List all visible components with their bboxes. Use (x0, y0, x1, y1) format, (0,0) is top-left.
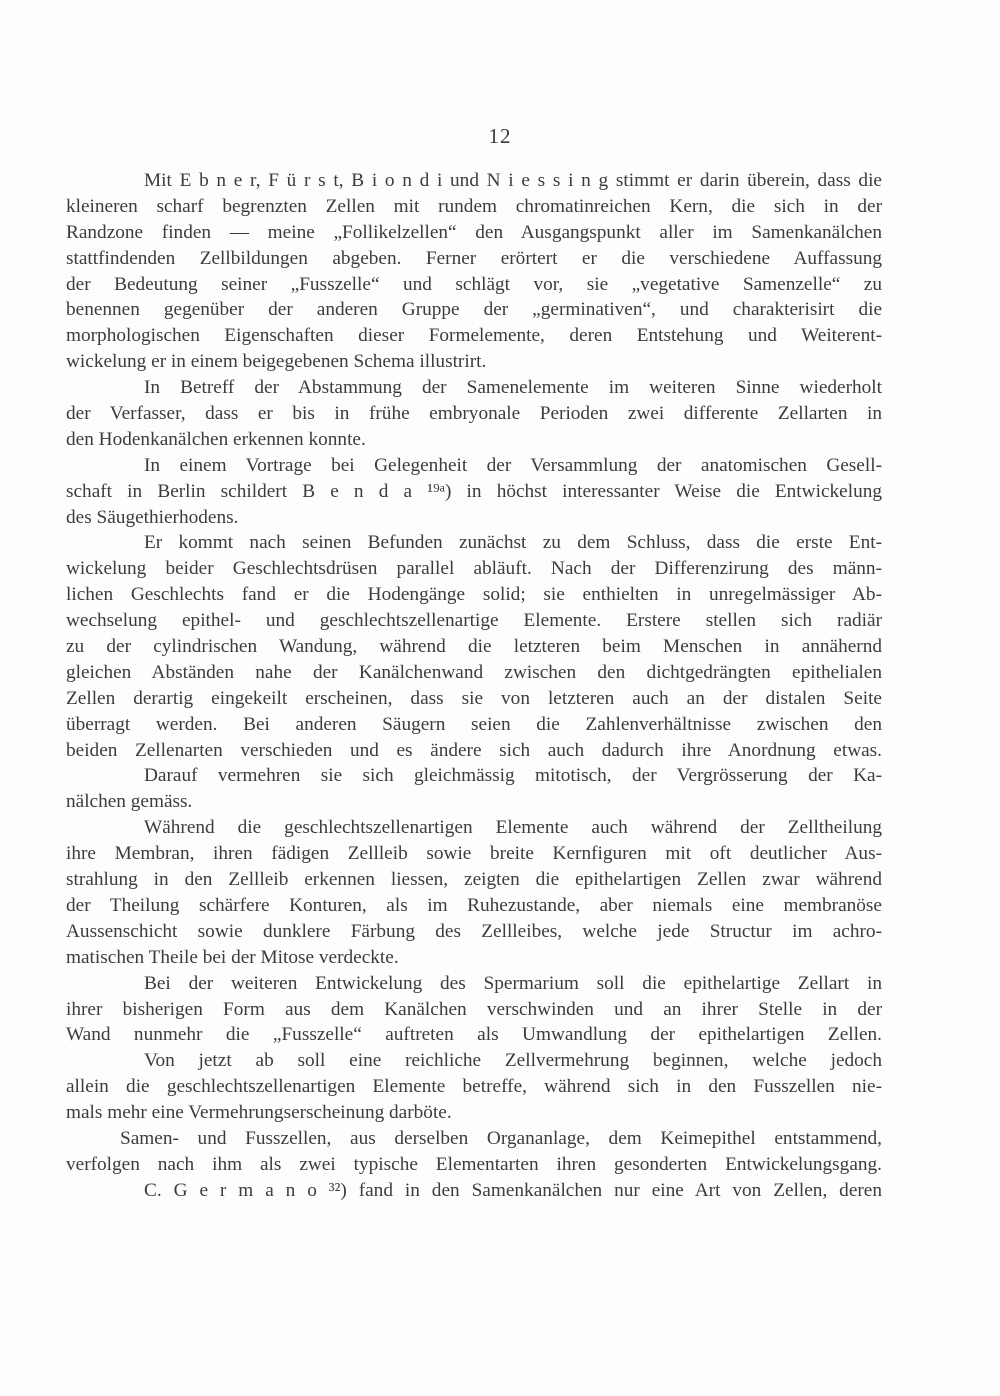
text-line: Während die geschlechtszellenartigen Elemente auch während der Zelltheilung (144, 817, 882, 839)
text-line: schaft in Berlin schildert B e n d a ¹⁹ᵃ) in höchst interessanter Weise die Entwickelung (66, 480, 882, 502)
text-line: Bei der weiteren Entwickelung des Spermarium soll die epithelartige Zellart in (144, 972, 882, 994)
text-line: Aussenschicht sowie dunklere Färbung des Zellleibes, welche jede Structur im achro- (66, 920, 882, 942)
text-line: strahlung in den Zellleib erkennen liessen, zeigten die epithelartigen Zellen zwar während (66, 869, 882, 891)
text-line: Wand nunmehr die „Fusszelle“ auftreten als Umwandlung der epithelartigen Zellen. (66, 1024, 882, 1046)
text-line: kleineren scharf begrenzten Zellen mit rundem chromatinreichen Kern, die sich in der (66, 195, 882, 217)
text-line: des Säugethierhodens. (66, 506, 239, 528)
text-line: morphologischen Eigenschaften dieser Formelemente, deren Entstehung und Weiterent- (66, 325, 882, 347)
text-line: Mit E b n e r, F ü r s t, B i o n d i und N i e s s i n g stimmt er darin überein, dass die (144, 170, 882, 191)
text-line: der Theilung schärfere Konturen, als im Ruhezustande, aber niemals eine membranöse (66, 894, 882, 916)
text-line: wechselung epithel- und geschlechtszellenartige Elemente. Erstere stellen sich radiär (66, 610, 882, 632)
text-line: ihre Membran, ihren fädigen Zellleib sowie breite Kernfiguren mit oft deutlicher Aus- (66, 843, 882, 865)
body-text (66, 168, 882, 1204)
text-line: nälchen gemäss. (66, 791, 193, 813)
text-line: matischen Theile bei der Mitose verdeckte. (66, 946, 399, 968)
text-line: Darauf vermehren sie sich gleichmässig mitotisch, der Vergrösserung der Ka- (144, 765, 882, 787)
text-line: verfolgen nach ihm als zwei typische Elementarten ihren gesonderten Entwickelungsgang. (66, 1153, 882, 1175)
text-line: C. G e r m a n o ³²) fand in den Samenkanälchen nur eine Art von Zellen, deren (144, 1179, 882, 1201)
text-line: Zellen derartig eingekeilt erscheinen, dass sie von letzteren auch an der distalen Seite (66, 687, 882, 709)
text-line: Samen- und Fusszellen, aus derselben Organanlage, dem Keimepithel entstammend, (120, 1127, 882, 1149)
text-line: In einem Vortrage bei Gelegenheit der Versammlung der anatomischen Gesell- (144, 454, 882, 476)
text-line: beiden Zellenarten verschieden und es ändere sich auch dadurch ihre Anordnung etwas. (66, 739, 882, 761)
text-line: Randzone finden — meine „Follikelzellen“ den Ausgangspunkt aller im Samenkanälchen (66, 221, 882, 243)
page-number: 12 (488, 124, 512, 148)
text-line: der Verfasser, dass er bis in frühe embryonale Perioden zwei differente Zellarten in (66, 403, 882, 425)
text-line: Er kommt nach seinen Befunden zunächst zu dem Schluss, dass die erste Ent- (144, 532, 882, 554)
text-line: benennen gegenüber der anderen Gruppe der „germinativen“, und charakterisirt die (66, 299, 882, 321)
text-line: stattfindenden Zellbildungen abgeben. Ferner erörtert er die verschiedene Auffassung (66, 247, 882, 269)
text-line: allein die geschlechtszellenartigen Elemente betreffe, während sich in den Fusszellen nie- (66, 1076, 882, 1098)
text-line: der Bedeutung seiner „Fusszelle“ und schlägt vor, sie „vegetative Samenzelle“ zu (66, 273, 882, 295)
text-line: lichen Geschlechts fand er die Hodengänge solid; sie enthielten in unregelmässiger Ab- (66, 584, 882, 606)
text-line: In Betreff der Abstammung der Samenelemente im weiteren Sinne wiederholt (144, 377, 882, 399)
text-line: den Hodenkanälchen erkennen konnte. (66, 428, 366, 450)
text-line: wickelung beider Geschlechtsdrüsen parallel abläuft. Nach der Differenzirung des männ- (66, 558, 882, 580)
text-line: überragt werden. Bei anderen Säugern seien die Zahlenverhältnisse zwischen den (66, 713, 882, 735)
text-line: gleichen Abständen nahe der Kanälchenwand zwischen den dichtgedrängten epithelialen (66, 661, 882, 683)
text-line: Von jetzt ab soll eine reichliche Zellvermehrung beginnen, welche jedoch (144, 1050, 882, 1072)
text-line: ihrer bisherigen Form aus dem Kanälchen verschwinden und an ihrer Stelle in der (66, 998, 882, 1020)
text-line: mals mehr eine Vermehrungserscheinung darböte. (66, 1102, 452, 1124)
text-line: wickelung er in einem beigegebenen Schema illustrirt. (66, 351, 487, 373)
text-line: zu der cylindrischen Wandung, während die letzteren beim Menschen in annähernd (66, 636, 882, 658)
